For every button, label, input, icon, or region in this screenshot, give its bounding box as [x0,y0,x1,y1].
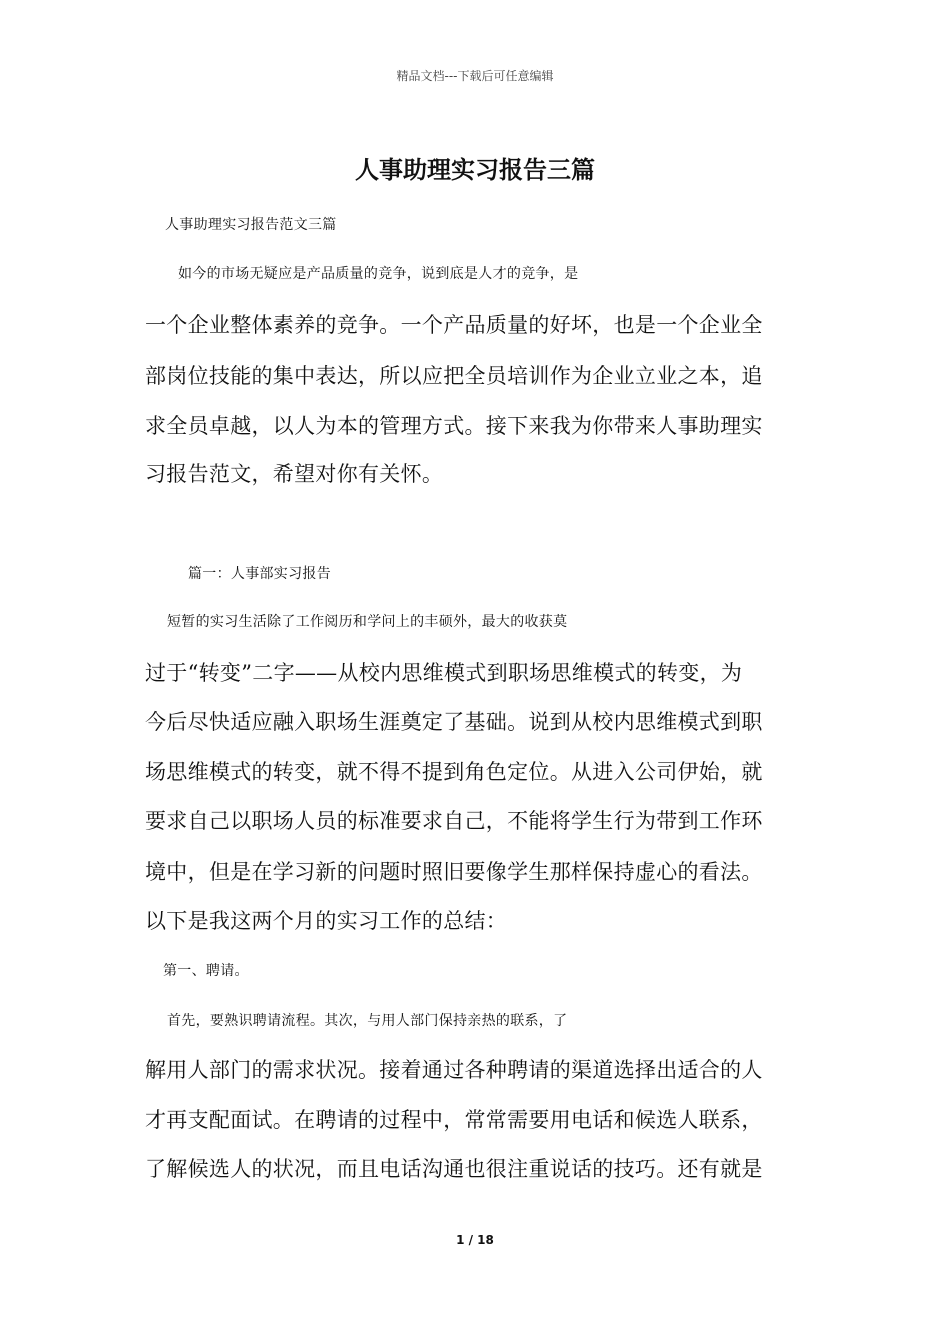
paragraph-line: 一个企业整体素养的竞争。一个产品质量的好坏，也是一个企业全 [145,313,763,337]
subsection-heading: 第一、聘请。 [163,963,249,979]
page-number: 1 / 18 [456,1233,494,1247]
paragraph-line: 要求自己以职场人员的标准要求自己，不能将学生行为带到工作环 [145,809,763,833]
paragraph-line: 才再支配面试。在聘请的过程中，常常需要用电话和候选人联系， [145,1108,763,1132]
paragraph-line: 今后尽快适应融入职场生涯奠定了基础。说到从校内思维模式到职 [145,710,763,734]
paragraph-line: 求全员卓越，以人为本的管理方式。接下来我为你带来人事助理实 [145,414,763,438]
paragraph-line: 习报告范文，希望对你有关怀。 [145,462,444,486]
paragraph-line: 短暂的实习生活除了工作阅历和学问上的丰硕外，最大的收获莫 [167,614,568,630]
paragraph-line: 首先，要熟识聘请流程。其次，与用人部门保持亲热的联系，了 [167,1013,568,1029]
paragraph-line: 解用人部门的需求状况。接着通过各种聘请的渠道选择出适合的人 [145,1058,763,1082]
paragraph-line: 场思维模式的转变，就不得不提到角色定位。从进入公司伊始，就 [145,760,763,784]
paragraph-line: 以下是我这两个月的实习工作的总结： [145,909,508,933]
document-title: 人事助理实习报告三篇 [355,156,595,184]
paragraph-line: 境中，但是在学习新的问题时照旧要像学生那样保持虚心的看法。 [145,860,763,884]
paragraph-line: 过于“转变”二字——从校内思维模式到职场思维模式的转变，为 [145,661,743,685]
paragraph-line: 部岗位技能的集中表达，所以应把全员培训作为企业立业之本，追 [145,364,763,388]
subtitle-line: 人事助理实习报告范文三篇 [165,217,337,233]
paragraph-line: 了解候选人的状况，而且电话沟通也很注重说话的技巧。还有就是 [145,1157,763,1181]
paragraph-line: 如今的市场无疑应是产品质量的竞争，说到底是人才的竞争，是 [178,266,579,282]
page-header: 精品文档---下载后可任意编辑 [396,69,554,83]
section-heading: 篇一：人事部实习报告 [188,566,331,582]
